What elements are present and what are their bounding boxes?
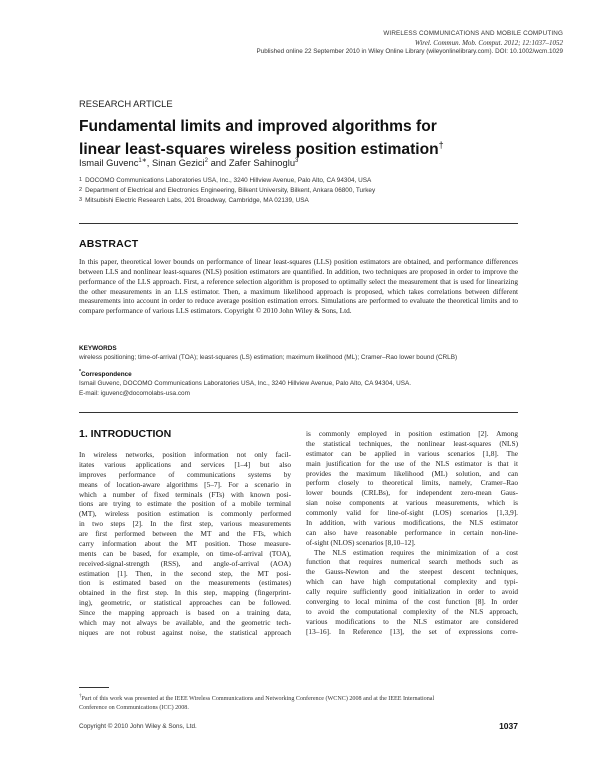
text-line: carry information about the MT position. Those measure-: [79, 538, 291, 548]
divider-bottom: [79, 412, 518, 413]
author-2: Sinan Gezici: [152, 157, 205, 169]
text-line: converging to local minima of the cost function [8]. In order: [306, 596, 518, 606]
affiliation-1-text: DOCOMO Communications Laboratories USA, Inc., 3240 Hillview Avenue, Palo Alto, CA 94304, USA: [85, 177, 372, 184]
text-line: ing), geometric, or statistical approaches can be followed.: [79, 598, 291, 608]
text-line: received-signal-strength (RSS), and angle-of-arrival (AOA): [79, 558, 291, 568]
keywords-heading: KEYWORDS: [79, 345, 117, 352]
affiliation-2-number: 2: [79, 187, 83, 193]
title-line-2-text: linear least-squares wireless position estimation: [79, 141, 439, 159]
journal-name: WIRELESS COMMUNICATIONS AND MOBILE COMPUTING: [383, 30, 563, 37]
text-line: perform closely to theoretical limits, namely, Cramer–Rao: [306, 478, 518, 488]
footnote: [79, 692, 519, 713]
text-line: tion is estimated based on the measurements (estimates): [79, 578, 291, 588]
affiliation-1-number: 1: [79, 177, 83, 183]
text-line: cally require sufficiently good initialization in order to avoid: [306, 587, 518, 596]
body-column-right: [306, 429, 518, 636]
title-line-1: Fundamental limits and improved algorithms for: [79, 118, 437, 135]
text-line: improves performance of communications systems by: [79, 469, 291, 479]
text-line: of-sight (NLOS) scenarios [8,10–12].: [306, 537, 416, 547]
correspondence-heading-text: Correspondence: [80, 371, 132, 379]
text-line: in two steps [2]. In the first step, various measurements: [79, 519, 291, 529]
text-line: ments can be based, for example, on time-of-arrival (TOA),: [79, 548, 291, 558]
copyright-notice: Copyright © 2010 John Wiley & Sons, Ltd.: [79, 723, 197, 730]
title-footnote-mark: †: [438, 140, 444, 150]
page-number: 1037: [499, 721, 518, 731]
text-line: which a number of fixed terminals (FTs) with known posi-: [79, 489, 291, 499]
footnote-mark: †: [79, 694, 82, 699]
affiliation-2-text: Department of Electrical and Electronics Engineering, Bilkent University, Bilkent, Ankara 06800, Turkey: [85, 187, 376, 194]
title-line-2: [79, 136, 519, 159]
text-line: main justification for the use of the NLS estimator is that it: [306, 458, 518, 468]
publication-info: Published online 22 September 2010 in Wiley Online Library (wileyonlinelibrary.com). DOI: 10.1002/wcm.1029: [256, 48, 563, 55]
text-line: [13–16]. In Reference [13], the set of expressions corre-: [306, 626, 518, 636]
text-line: obtained in the first step. In this step, mapping (fingerprint-: [79, 588, 291, 598]
correspondence-email[interactable]: E-mail: iguvenc@docomolabs-usa.com: [79, 390, 190, 397]
text-line: sian noise components at various measurements, which is: [306, 498, 518, 508]
correspondence-address: Ismail Guvenc, DOCOMO Communications Laboratories USA, Inc., 3240 Hillview Avenue, Palo Alto, CA 94304, USA.: [79, 380, 411, 387]
text-line: The NLS estimation requires the minimization of a cost: [314, 547, 518, 557]
author-list: Ismail Guvenc$^{1∗}$, Sinan Gezici$^2$ and Zafer Sahinoglu$^3$: [79, 157, 299, 169]
footnote-text-1: Part of this work was presented at the IEEE Wireless Communications and Networking Conference (WCNC) 2008 and at the IEEE International: [81, 696, 435, 703]
text-line: tions are trying to estimate the position of a mobile terminal: [79, 499, 291, 509]
footnote-line-1: [79, 692, 519, 704]
abstract-heading: ABSTRACT: [79, 238, 139, 250]
author-1-mark: 1∗: [138, 158, 147, 164]
text-line: Since the mapping approach is based on a training data,: [79, 608, 291, 617]
divider-top: [79, 223, 518, 224]
body-column-left: [79, 450, 291, 638]
footnote-line-2: Conference on Communications (ICC) 2008.: [79, 705, 189, 712]
text-line: the statistical techniques, the nonlinear least-squares (NLS): [306, 438, 518, 448]
text-line: can also have reasonable performance in certain non-line-: [306, 527, 518, 537]
text-line: which can have high computational complexity and typi-: [306, 577, 518, 587]
text-line: means of location-aware algorithms [5–7]. For a scenario in: [79, 479, 291, 489]
affiliation-2: [79, 187, 375, 194]
text-line: provides the maximum likelihood (ML) solution, and can: [306, 468, 518, 478]
text-line: estimation [1]. Then, in the second step, the MT posi-: [79, 568, 291, 578]
text-line: various modifications to the NLS estimator are considered: [306, 616, 518, 626]
section-heading-introduction: 1. INTRODUCTION: [79, 428, 172, 440]
text-line: itates various applications and services [1–4] but also: [79, 459, 291, 469]
correspondence-heading: [79, 369, 132, 378]
text-line: (MT), wireless position estimation is commonly performed: [79, 509, 291, 519]
keywords-text: wireless positioning; time-of-arrival (TOA); least-squares (LS) estimation; maximum likelihood (ML); Cramer–Rao lower bound (CRLB): [79, 354, 458, 361]
affiliation-3: [79, 197, 309, 204]
text-line: the Gauss-Newton and the steepest descent techniques,: [306, 567, 518, 577]
text-line: function that requires numerical search methods such as: [306, 557, 518, 567]
text-line: commonly valid for line-of-sight (LOS) scenarios [1,3,9].: [306, 508, 518, 517]
article-type: RESEARCH ARTICLE: [79, 98, 173, 109]
footnote-rule: [79, 687, 109, 688]
correspondence-mark: *: [79, 369, 81, 375]
text-line: In wireless networks, position information not only facil-: [79, 450, 291, 459]
affiliation-3-number: 3: [79, 197, 83, 203]
author-3: Zafer Sahinoglu: [228, 157, 296, 169]
journal-citation: Wirel. Commun. Mob. Comput. 2012; 12:1037–1052: [414, 39, 563, 47]
text-line: is commonly employed in position estimation [2]. Among: [306, 429, 518, 438]
paper-title: [79, 117, 519, 159]
author-2-mark: 2: [204, 158, 208, 164]
text-line: lower bounds (CRLBs), for independent zero-mean Gaus-: [306, 488, 518, 498]
author-3-mark: 3: [295, 158, 299, 164]
text-line: In addition, with various modifications, the NLS estimator: [306, 517, 518, 527]
author-1: Ismail Guvenc: [79, 157, 139, 169]
text-line: which may not always be available, and the geometric tech-: [79, 617, 291, 627]
text-line: are first performed between the MT and the FTs, which: [79, 529, 291, 538]
text-line: niques are not robust against noise, the statistical approach: [79, 627, 291, 637]
affiliation-1: [79, 177, 371, 184]
text-line: estimator can be applied in various scenarios [1,8]. The: [306, 448, 518, 458]
affiliation-3-text: Mitsubishi Electric Research Labs, 201 Broadway, Cambridge, MA 02139, USA: [85, 197, 309, 204]
abstract-body: In this paper, theoretical lower bounds on performance of linear least-squares (LLS) position estimators are obtained, and performance differences between LLS and nonlinear least-squares (NLS) position estimators are quantified. In addition, two techniques are proposed in order to improve the performance of the LLS approach. First, a reference selection algorithm is proposed to optimally select the measurement that is used for linearizing the other measurements in an LLS estimator. Then, a maximum likelihood approach is proposed, which takes correlations between different measurements into account in order to reduce average position estimation errors. Simulations are performed to evaluate the theoretical limits and to compare performance of various LLS estimators. Copyright © 2010 John Wiley & Sons, Ltd.: [79, 257, 518, 316]
text-line: to avoid the computational complexity of the NLS approach,: [306, 606, 518, 616]
